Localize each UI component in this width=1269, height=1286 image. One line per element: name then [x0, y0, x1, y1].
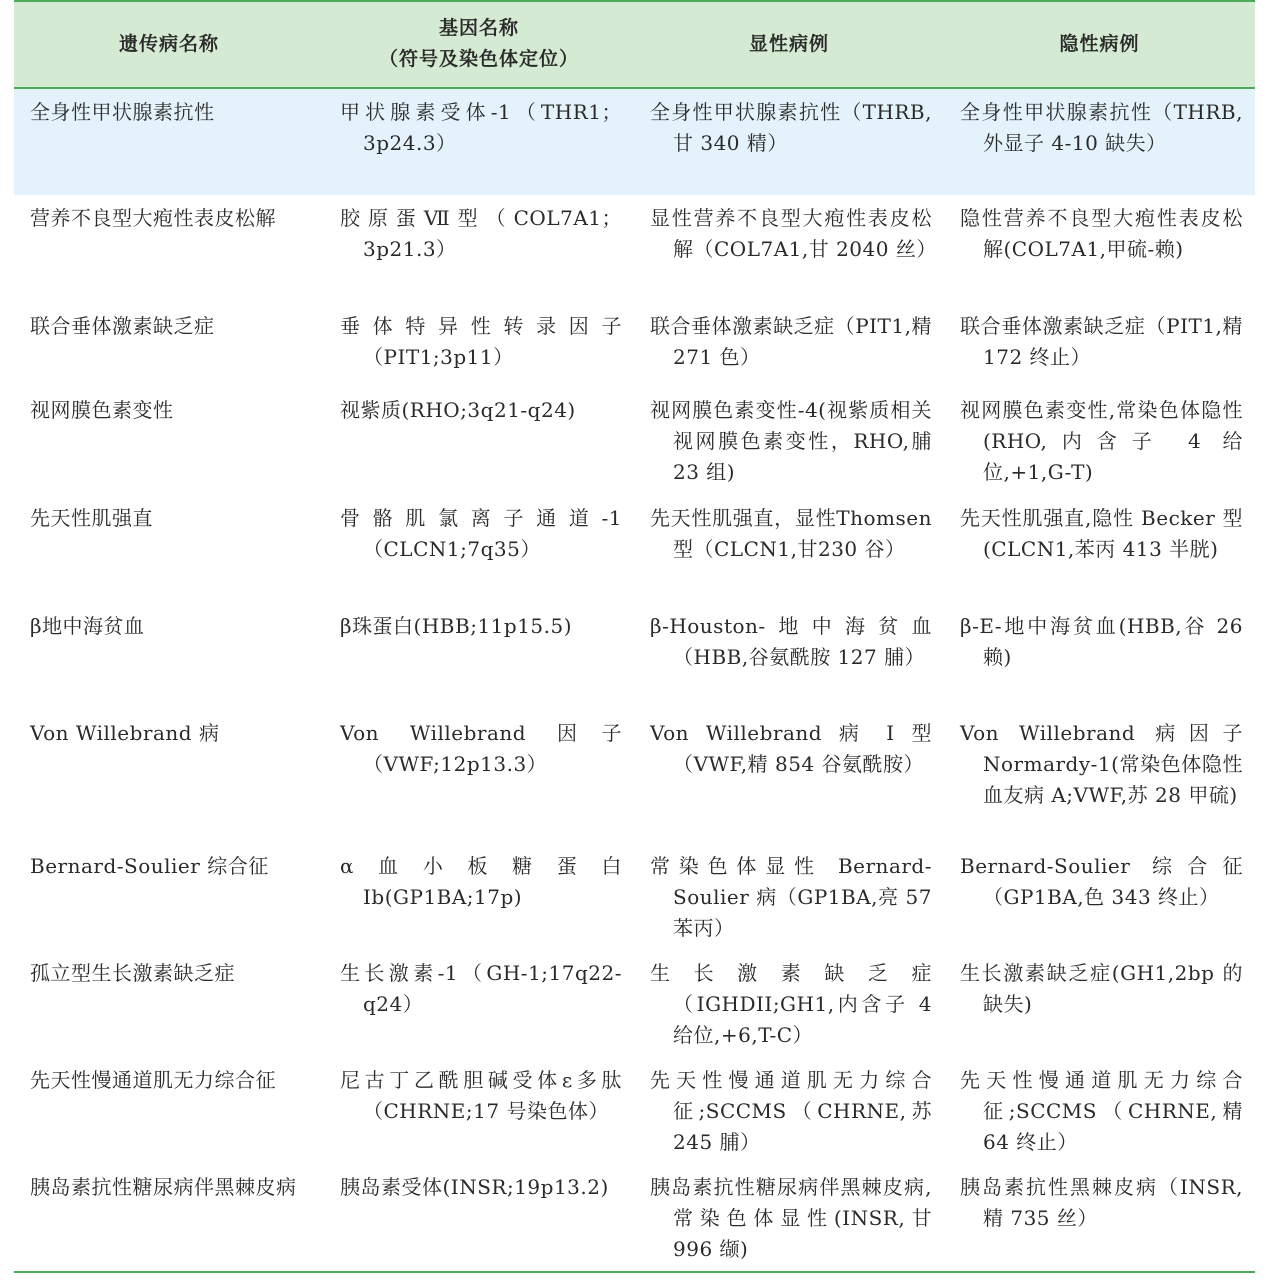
table-bottom-rule: [14, 1271, 1255, 1273]
table-row: [14, 195, 1255, 303]
recessive-cell: β-E-地中海贫血(HBB,谷 26 赖): [960, 614, 1243, 669]
dominant-cell: 全身性甲状腺素抗性（THRB,甘 340 精）: [650, 100, 932, 155]
gene-cell: α血小板糖蛋白 Ib(GP1BA;17p): [340, 854, 622, 909]
gene-cell: 骨骼肌氯离子通道-1（CLCN1;7q35）: [340, 506, 622, 561]
disease-cell: 联合垂体激素缺乏症: [30, 314, 215, 338]
dominant-cell: 联合垂体激素缺乏症（PIT1,精 271 色）: [650, 314, 932, 369]
table-row: [14, 303, 1255, 387]
dominant-cell: 先天性慢通道肌无力综合征;SCCMS（CHRNE,苏245 脯）: [650, 1068, 932, 1154]
dominant-cell: 生长激素缺乏症（IGHDII;GH1,内含子 4 给位,+6,T-C）: [650, 961, 932, 1047]
dominant-cell: 常染色体显性 Bernard-Soulier 病（GP1BA,亮 57 苯丙）: [650, 854, 932, 940]
gene-cell: 生长激素-1（GH-1;17q22-q24）: [340, 961, 622, 1016]
gene-cell: 胰岛素受体(INSR;19p13.2): [340, 1175, 609, 1199]
disease-cell: 胰岛素抗性糖尿病伴黑棘皮病: [30, 1175, 297, 1199]
table-row: [14, 603, 1255, 710]
disease-cell: Bernard-Soulier 综合征: [30, 854, 269, 878]
recessive-cell: Bernard-Soulier 综合征（GP1BA,色 343 终止）: [960, 854, 1243, 909]
table-row: [14, 89, 1255, 195]
dominant-cell: 显性营养不良型大疱性表皮松解（COL7A1,甘 2040 丝）: [650, 206, 937, 261]
header-gene-name: 基因名称 （符号及染色体定位）: [324, 0, 634, 88]
header-recessive-cases: 隐性病例: [944, 0, 1255, 88]
gene-cell: 视紫质(RHO;3q21-q24): [340, 398, 576, 422]
dominant-cell: 先天性肌强直，显性Thomsen 型（CLCN1,甘230 谷）: [650, 506, 932, 561]
recessive-cell: 隐性营养不良型大疱性表皮松解(COL7A1,甲硫-赖): [960, 206, 1243, 261]
table-header-rule: [14, 87, 1255, 89]
disease-cell: 全身性甲状腺素抗性: [30, 100, 215, 124]
gene-cell: 甲状腺素受体-1（THR1；3p24.3）: [340, 100, 622, 155]
gene-cell: 胶原蛋Ⅶ型（COL7A1；3p21.3）: [340, 206, 622, 261]
recessive-cell: 全身性甲状腺素抗性（THRB,外显子 4-10 缺失）: [960, 100, 1243, 155]
recessive-cell: 先天性肌强直,隐性 Becker 型(CLCN1,苯丙 413 半胱): [960, 506, 1243, 561]
dominant-cell: 视网膜色素变性-4(视紫质相关视网膜色素变性，RHO,脯 23 组): [650, 398, 932, 484]
disease-cell: 营养不良型大疱性表皮松解: [30, 206, 276, 230]
disease-cell: 先天性肌强直: [30, 506, 153, 530]
table-top-rule: [14, 0, 1255, 2]
recessive-cell: 视网膜色素变性,常染色体隐性(RHO,内含子 4 给位,+1,G-T): [960, 398, 1243, 484]
gene-cell: Von Willebrand 因子（VWF;12p13.3）: [340, 721, 622, 776]
recessive-cell: 胰岛素抗性黑棘皮病（INSR,精 735 丝）: [960, 1175, 1243, 1230]
recessive-cell: Von Willebrand 病因子 Normardy-1(常染色体隐性血友病 A;VWF,苏 28 甲硫): [960, 721, 1243, 807]
dominant-cell: Von Willebrand 病 I 型（VWF,精 854 谷氨酰胺）: [650, 721, 932, 776]
disease-cell: 视网膜色素变性: [30, 398, 174, 422]
table-row: [14, 950, 1255, 1057]
gene-cell: 垂体特异性转录因子（PIT1;3p11）: [340, 314, 622, 369]
header-disease-name: 遗传病名称: [14, 0, 324, 88]
disease-cell: Von Willebrand 病: [30, 721, 220, 745]
recessive-cell: 联合垂体激素缺乏症（PIT1,精 172 终止）: [960, 314, 1243, 369]
recessive-cell: 生长激素缺乏症(GH1,2bp 的缺失): [960, 961, 1243, 1016]
table-row: [14, 1164, 1255, 1271]
gene-cell: β珠蛋白(HBB;11p15.5): [340, 614, 573, 638]
table-row: [14, 710, 1255, 843]
disease-cell: β地中海贫血: [30, 614, 145, 638]
gene-cell: 尼古丁乙酰胆碱受体ε多肽（CHRNE;17 号染色体）: [340, 1068, 622, 1123]
dominant-cell: 胰岛素抗性糖尿病伴黑棘皮病,常染色体显性(INSR,甘 996 缬): [650, 1175, 932, 1261]
table-row: [14, 387, 1255, 495]
header-dominant-cases: 显性病例: [634, 0, 944, 88]
disease-cell: 先天性慢通道肌无力综合征: [30, 1068, 276, 1092]
disease-cell: 孤立型生长激素缺乏症: [30, 961, 235, 985]
recessive-cell: 先天性慢通道肌无力综合征;SCCMS（CHRNE,精64 终止）: [960, 1068, 1243, 1154]
genetic-disease-table: [14, 0, 1255, 1273]
table-row: [14, 843, 1255, 950]
table-row: [14, 1057, 1255, 1164]
dominant-cell: β-Houston-地中海贫血（HBB,谷氨酰胺 127 脯）: [650, 614, 932, 669]
table-header: [14, 0, 1255, 88]
table-row: [14, 495, 1255, 603]
